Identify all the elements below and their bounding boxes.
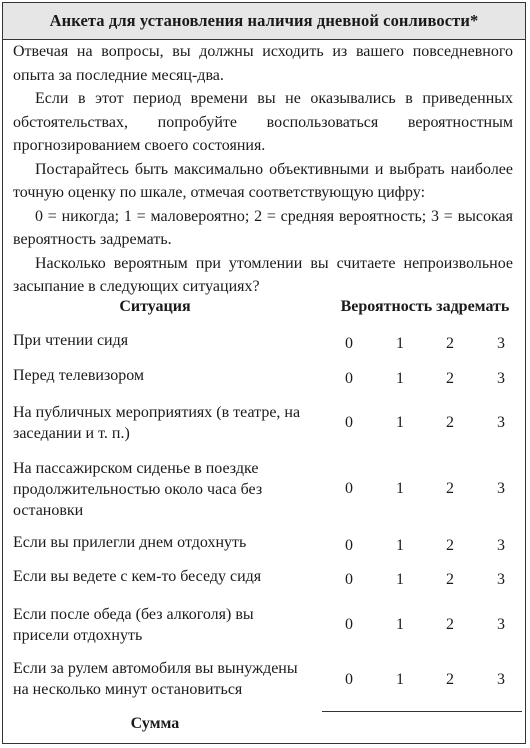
instructions: [13, 40, 513, 299]
score-option-1[interactable]: 1: [396, 335, 404, 352]
score-option-0[interactable]: 0: [345, 537, 353, 554]
instruction-paragraph: Постарайтесь быть максимально объективными и выбрать наиболее точную оценку по шкале, отмечая соответствующую цифру:: [13, 160, 513, 201]
column-header-probability: Вероятность задремать: [340, 298, 510, 315]
score-option-2[interactable]: 2: [446, 480, 454, 497]
table-row: [0, 566, 530, 596]
score-option-2[interactable]: 2: [446, 571, 454, 588]
score-option-3[interactable]: 3: [497, 414, 505, 431]
situation-label: На публичных мероприятиях (в театре, на заседании и т. п.): [13, 404, 301, 442]
score-option-1[interactable]: 1: [396, 480, 404, 497]
score-option-0[interactable]: 0: [345, 370, 353, 387]
score-options: [322, 604, 522, 648]
score-option-0[interactable]: 0: [345, 616, 353, 633]
score-option-1[interactable]: 1: [396, 671, 404, 688]
table-header: [0, 296, 530, 322]
instruction-question: Насколько вероятным при утомлении вы считаете непроизвольное засыпание в следующих ситуациях?: [13, 254, 513, 295]
score-option-3[interactable]: 3: [497, 370, 505, 387]
score-option-0[interactable]: 0: [345, 671, 353, 688]
score-option-2[interactable]: 2: [446, 335, 454, 352]
sum-divider: [322, 711, 522, 712]
score-option-3[interactable]: 3: [497, 571, 505, 588]
scale-legend: 0 = никогда; 1 = маловероятно; 2 = средняя вероятность; 3 = высокая вероятность задремать.: [13, 207, 513, 248]
score-option-0[interactable]: 0: [345, 480, 353, 497]
score-option-2[interactable]: 2: [446, 671, 454, 688]
score-option-1[interactable]: 1: [396, 370, 404, 387]
score-options: [322, 566, 522, 596]
score-option-2[interactable]: 2: [446, 414, 454, 431]
score-option-1[interactable]: 1: [396, 571, 404, 588]
situation-label: Если вы ведете с кем-то беседу сидя: [13, 568, 262, 585]
questionnaire-title: Анкета для установления наличия дневной сонливости*: [3, 3, 525, 40]
score-options: [322, 330, 522, 360]
table-row: [0, 532, 530, 562]
score-option-3[interactable]: 3: [497, 671, 505, 688]
score-option-3[interactable]: 3: [497, 335, 505, 352]
score-option-0[interactable]: 0: [345, 335, 353, 352]
score-option-3[interactable]: 3: [497, 480, 505, 497]
sum-label: Сумма: [130, 715, 180, 732]
table-row: [0, 330, 530, 360]
score-option-3[interactable]: 3: [497, 616, 505, 633]
score-option-3[interactable]: 3: [497, 537, 505, 554]
table-row: [0, 604, 530, 648]
situation-label: Если после обеда (без алкоголя) вы присели отдохнуть: [13, 606, 254, 644]
score-options: [322, 458, 522, 522]
score-options: [322, 365, 522, 395]
table-row: [0, 402, 530, 446]
table-row: [0, 658, 530, 704]
score-options: [322, 532, 522, 562]
situation-label: При чтении сидя: [13, 332, 129, 349]
score-option-0[interactable]: 0: [345, 414, 353, 431]
column-header-situation: Ситуация: [119, 298, 191, 315]
situation-label: Перед телевизором: [13, 367, 145, 384]
score-option-1[interactable]: 1: [396, 537, 404, 554]
score-option-1[interactable]: 1: [396, 616, 404, 633]
table-row: [0, 458, 530, 522]
situation-label: Если за рулем автомобиля вы вынуждены на несколько минут остановиться: [13, 660, 298, 698]
score-options: [322, 402, 522, 446]
score-options: [322, 658, 522, 704]
score-option-1[interactable]: 1: [396, 414, 404, 431]
score-option-2[interactable]: 2: [446, 370, 454, 387]
instruction-paragraph: Отвечая на вопросы, вы должны исходить из вашего повседневного опыта за последние месяц-два.: [13, 43, 513, 84]
situation-label: Если вы прилегли днем отдохнуть: [13, 534, 247, 551]
score-option-2[interactable]: 2: [446, 616, 454, 633]
situation-label: На пассажирском сиденье в поездке продолжительностью около часа без остановки: [13, 460, 263, 519]
instruction-paragraph: Если в этот период времени вы не оказывались в приведенных обстоятельствах, попробуйте воспользоваться вероятностным прогнозированием своего состояния.: [13, 90, 513, 154]
table-row: [0, 365, 530, 395]
score-option-2[interactable]: 2: [446, 537, 454, 554]
score-option-0[interactable]: 0: [345, 571, 353, 588]
